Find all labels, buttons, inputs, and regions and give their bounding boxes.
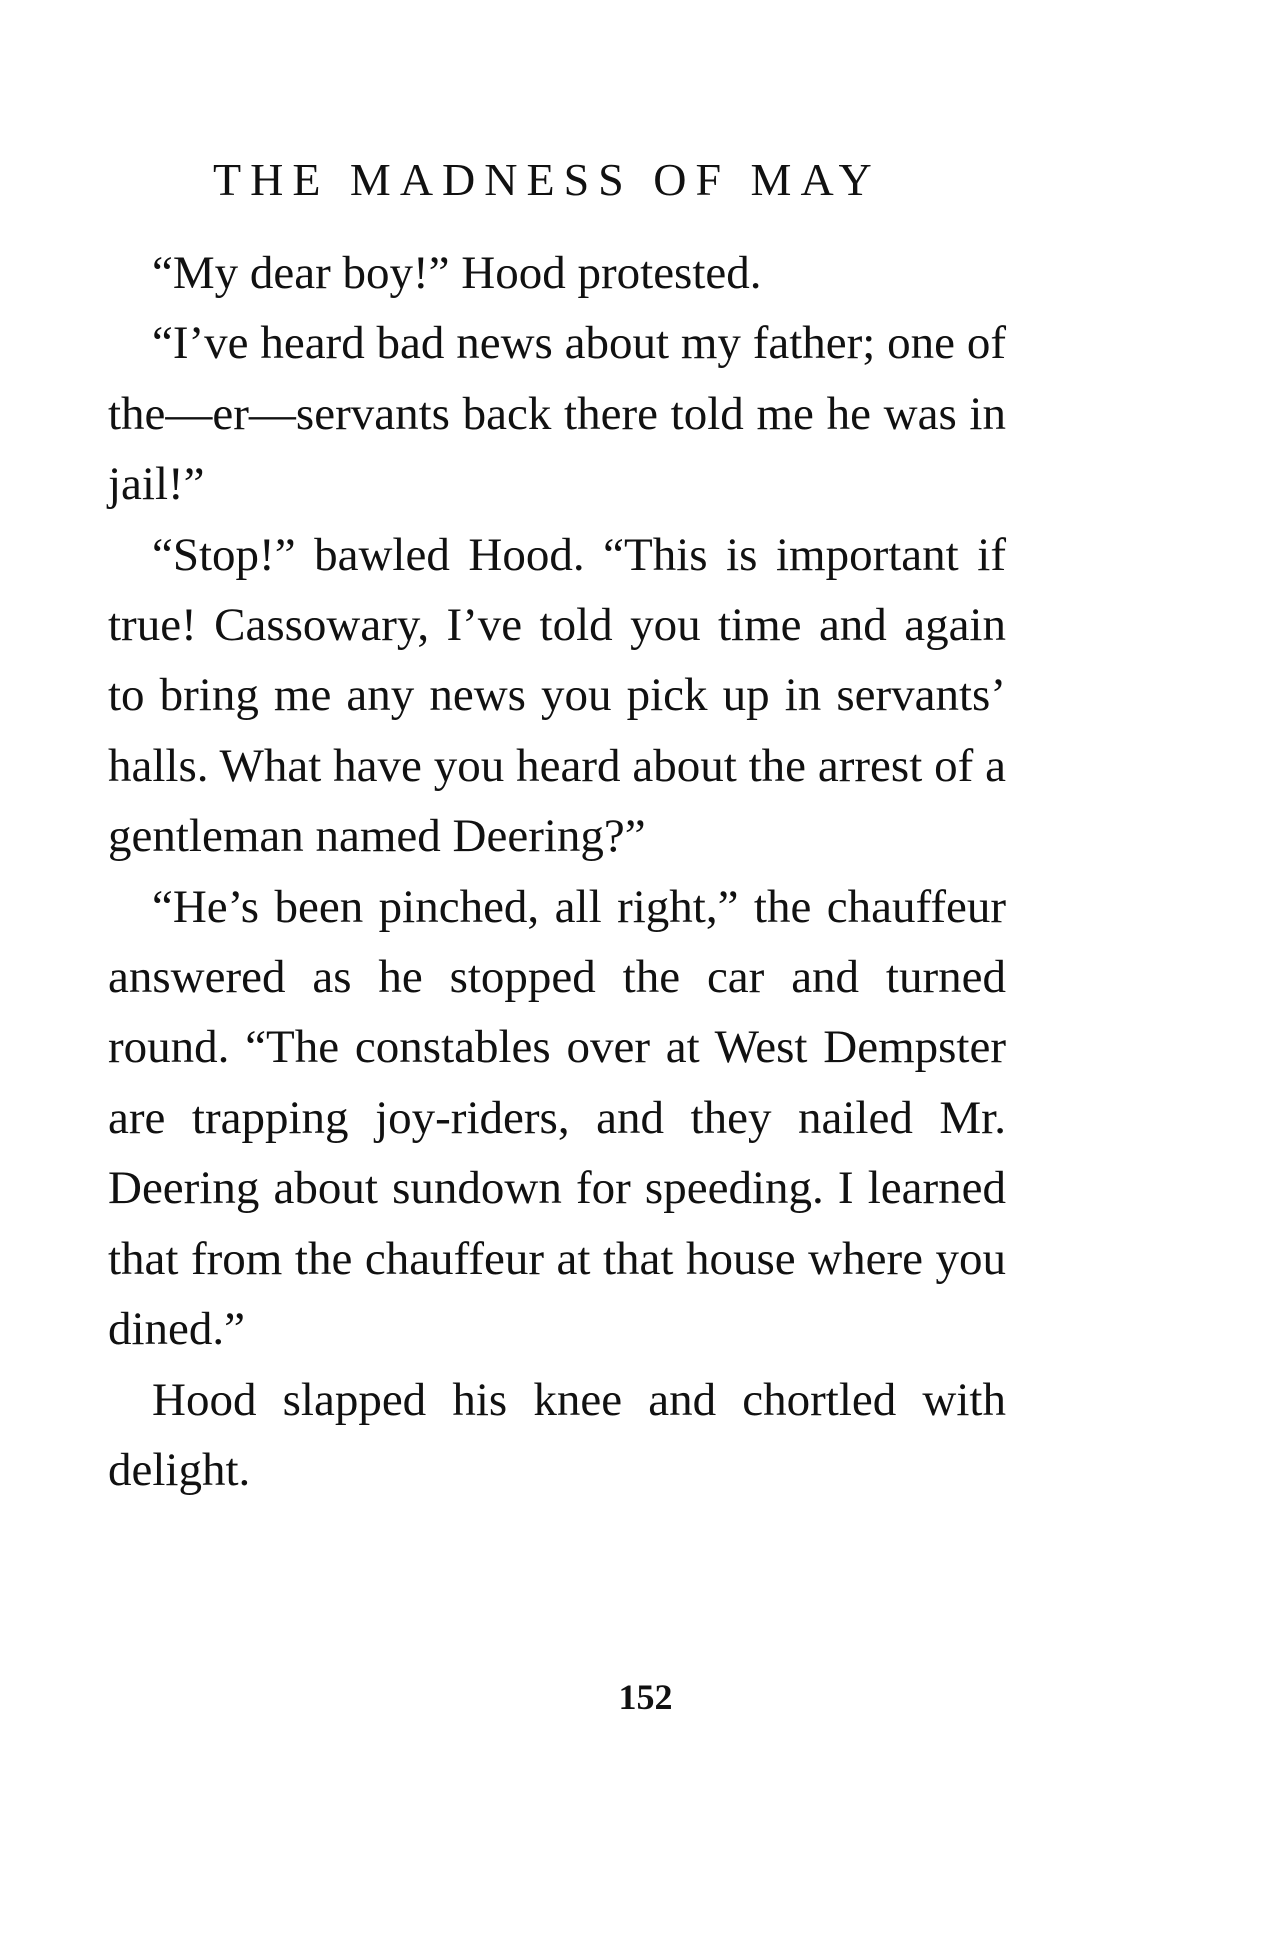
page-number: 152: [618, 1677, 673, 1717]
running-head: THE MADNESS OF MAY: [213, 154, 881, 205]
paragraph-1: “My dear boy!” Hood protested.: [152, 247, 762, 299]
paragraph-4: “He’s been pinched, all right,” the chauffeur answered as he stopped the car and turned round. “The constables over at West Dempster are trapping joy-riders, and they nailed Mr. Deering about sundown for speeding. I learned that from the chauffeur at that house where you dined.”: [108, 880, 1006, 1356]
body-text: [108, 238, 1006, 1505]
paragraph-2: “I’ve heard bad news about my father; one of the—er—servants back there told me he was in jail!”: [108, 317, 1006, 511]
paragraph-3: “Stop!” bawled Hood. “This is important if true! Cassowary, I’ve told you time and again to bring me any news you pick up in servants’ halls. What have you heard about the arrest of a gentleman named Deering?”: [108, 528, 1006, 863]
paragraph-5: Hood slapped his knee and chortled with delight.: [108, 1373, 1006, 1496]
